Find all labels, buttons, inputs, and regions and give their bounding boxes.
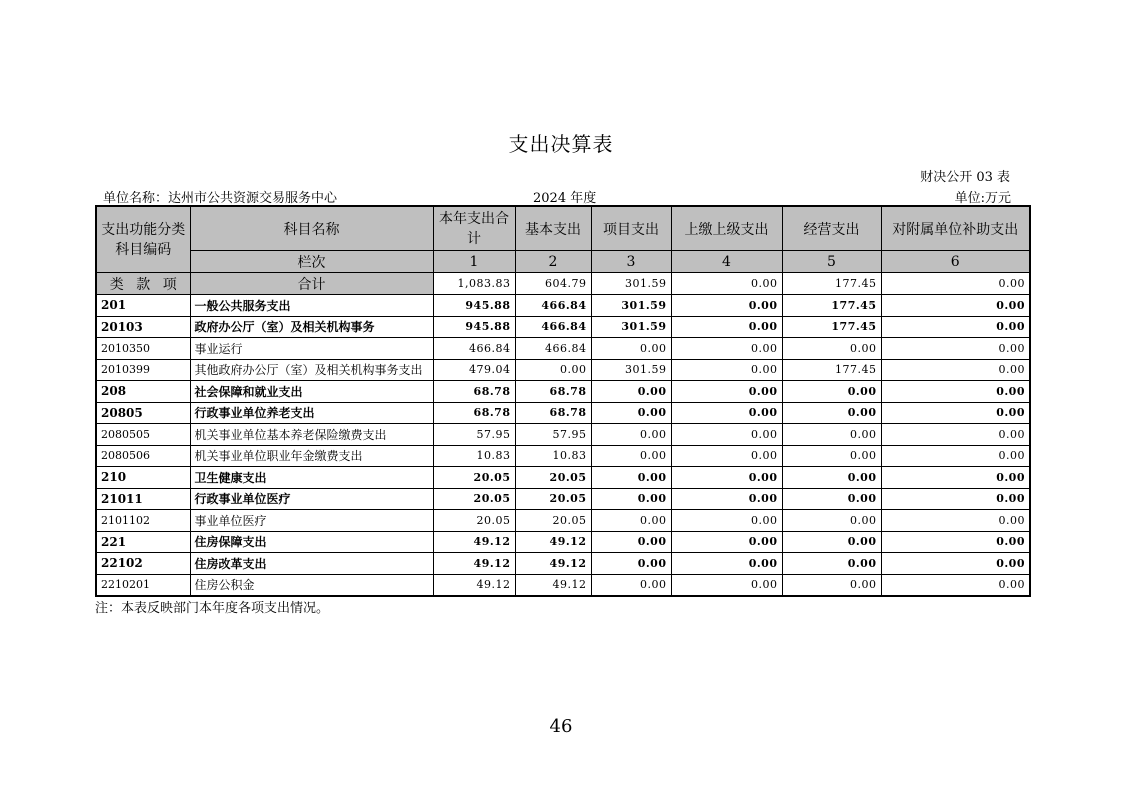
header-project: 项目支出 <box>591 206 671 251</box>
row-basic: 49.12 <box>515 553 591 575</box>
table-note: 注：本表反映部门本年度各项支出情况。 <box>95 601 330 616</box>
row-project: 0.00 <box>591 531 671 553</box>
row-subsidy: 0.00 <box>881 510 1030 532</box>
sum-subsidy: 0.00 <box>881 273 1030 295</box>
row-code: 2210201 <box>96 574 190 596</box>
row-project: 0.00 <box>591 510 671 532</box>
label-kuan: 款 <box>136 276 151 293</box>
sum-label: 合计 <box>190 273 433 295</box>
row-basic: 0.00 <box>515 359 591 381</box>
row-subsidy: 0.00 <box>881 531 1030 553</box>
row-upper: 0.00 <box>671 467 782 489</box>
col-num-4: 4 <box>671 251 782 273</box>
row-basic: 68.78 <box>515 402 591 424</box>
form-number: 财决公开 03 表 <box>920 170 1010 185</box>
row-operation: 0.00 <box>782 488 881 510</box>
row-name: 行政事业单位医疗 <box>190 488 433 510</box>
table-row <box>96 467 1030 489</box>
row-total: 945.88 <box>433 295 515 317</box>
col-num-2: 2 <box>515 251 591 273</box>
row-subsidy: 0.00 <box>881 295 1030 317</box>
row-name: 机关事业单位职业年金缴费支出 <box>190 445 433 467</box>
header-total: 本年支出合计 <box>433 206 515 251</box>
table-row <box>96 381 1030 403</box>
row-operation: 0.00 <box>782 402 881 424</box>
table-row <box>96 510 1030 532</box>
row-name: 其他政府办公厅（室）及相关机构事务支出 <box>190 359 433 381</box>
row-total: 945.88 <box>433 316 515 338</box>
row-project: 0.00 <box>591 445 671 467</box>
row-project: 301.59 <box>591 295 671 317</box>
sum-operation: 177.45 <box>782 273 881 295</box>
row-upper: 0.00 <box>671 338 782 360</box>
col-num-3: 3 <box>591 251 671 273</box>
sum-total: 1,083.83 <box>433 273 515 295</box>
row-project: 0.00 <box>591 553 671 575</box>
row-subsidy: 0.00 <box>881 467 1030 489</box>
row-project: 0.00 <box>591 381 671 403</box>
row-project: 0.00 <box>591 338 671 360</box>
row-code: 2101102 <box>96 510 190 532</box>
row-code: 2080506 <box>96 445 190 467</box>
row-name: 住房公积金 <box>190 574 433 596</box>
row-upper: 0.00 <box>671 574 782 596</box>
label-lei: 类 <box>109 276 124 293</box>
row-operation: 177.45 <box>782 359 881 381</box>
unit-name: 单位名称：达州市公共资源交易服务中心 <box>103 191 338 206</box>
table-row <box>96 359 1030 381</box>
row-basic: 20.05 <box>515 467 591 489</box>
row-code: 20805 <box>96 402 190 424</box>
row-operation: 177.45 <box>782 295 881 317</box>
row-upper: 0.00 <box>671 488 782 510</box>
row-total: 57.95 <box>433 424 515 446</box>
row-total: 68.78 <box>433 402 515 424</box>
row-operation: 177.45 <box>782 316 881 338</box>
row-upper: 0.00 <box>671 359 782 381</box>
table-row <box>96 424 1030 446</box>
row-subsidy: 0.00 <box>881 445 1030 467</box>
row-operation: 0.00 <box>782 445 881 467</box>
row-code: 201 <box>96 295 190 317</box>
row-code: 2010350 <box>96 338 190 360</box>
row-basic: 57.95 <box>515 424 591 446</box>
row-total: 49.12 <box>433 553 515 575</box>
row-subsidy: 0.00 <box>881 381 1030 403</box>
row-code: 210 <box>96 467 190 489</box>
row-basic: 49.12 <box>515 574 591 596</box>
row-operation: 0.00 <box>782 338 881 360</box>
row-name: 行政事业单位养老支出 <box>190 402 433 424</box>
currency-unit: 单位:万元 <box>954 191 1011 206</box>
expenditure-table <box>95 205 1031 597</box>
col-num-5: 5 <box>782 251 881 273</box>
sum-project: 301.59 <box>591 273 671 295</box>
table-row <box>96 553 1030 575</box>
row-basic: 10.83 <box>515 445 591 467</box>
table-row <box>96 488 1030 510</box>
row-upper: 0.00 <box>671 402 782 424</box>
row-upper: 0.00 <box>671 381 782 403</box>
row-subsidy: 0.00 <box>881 316 1030 338</box>
row-project: 301.59 <box>591 359 671 381</box>
row-name: 住房保障支出 <box>190 531 433 553</box>
table-row <box>96 445 1030 467</box>
row-total: 466.84 <box>433 338 515 360</box>
row-total: 68.78 <box>433 381 515 403</box>
row-basic: 20.05 <box>515 488 591 510</box>
table-row <box>96 295 1030 317</box>
header-operation: 经营支出 <box>782 206 881 251</box>
row-code: 2010399 <box>96 359 190 381</box>
row-subsidy: 0.00 <box>881 402 1030 424</box>
row-project: 0.00 <box>591 402 671 424</box>
row-project: 0.00 <box>591 467 671 489</box>
row-name: 住房改革支出 <box>190 553 433 575</box>
row-basic: 466.84 <box>515 316 591 338</box>
meta-row <box>103 187 1011 205</box>
row-code: 2080505 <box>96 424 190 446</box>
row-name: 社会保障和就业支出 <box>190 381 433 403</box>
sum-upper: 0.00 <box>671 273 782 295</box>
row-code: 221 <box>96 531 190 553</box>
page-title: 支出决算表 <box>508 132 614 156</box>
table-row <box>96 531 1030 553</box>
row-basic: 68.78 <box>515 381 591 403</box>
row-name: 机关事业单位基本养老保险缴费支出 <box>190 424 433 446</box>
row-operation: 0.00 <box>782 381 881 403</box>
row-code: 208 <box>96 381 190 403</box>
row-subsidy: 0.00 <box>881 488 1030 510</box>
row-operation: 0.00 <box>782 574 881 596</box>
row-project: 0.00 <box>591 424 671 446</box>
fiscal-year: 2024 年度 <box>533 191 597 206</box>
row-total: 20.05 <box>433 467 515 489</box>
table-row <box>96 338 1030 360</box>
row-code: 22102 <box>96 553 190 575</box>
row-upper: 0.00 <box>671 295 782 317</box>
row-operation: 0.00 <box>782 510 881 532</box>
col-num-6: 6 <box>881 251 1030 273</box>
row-operation: 0.00 <box>782 531 881 553</box>
lei-kuan-xiang <box>96 273 190 295</box>
row-code: 21011 <box>96 488 190 510</box>
row-name: 事业运行 <box>190 338 433 360</box>
row-name: 事业单位医疗 <box>190 510 433 532</box>
row-code: 20103 <box>96 316 190 338</box>
label-xiang: 项 <box>162 276 177 293</box>
row-operation: 0.00 <box>782 467 881 489</box>
row-total: 20.05 <box>433 510 515 532</box>
header-basic: 基本支出 <box>515 206 591 251</box>
row-total: 20.05 <box>433 488 515 510</box>
header-func-code: 支出功能分类科目编码 <box>96 206 190 273</box>
row-project: 0.00 <box>591 488 671 510</box>
row-subsidy: 0.00 <box>881 574 1030 596</box>
row-total: 10.83 <box>433 445 515 467</box>
header-col-order: 栏次 <box>190 251 433 273</box>
row-name: 一般公共服务支出 <box>190 295 433 317</box>
row-upper: 0.00 <box>671 510 782 532</box>
row-project: 0.00 <box>591 574 671 596</box>
header-subject-name: 科目名称 <box>190 206 433 251</box>
row-upper: 0.00 <box>671 445 782 467</box>
table-row <box>96 574 1030 596</box>
header-upper: 上缴上级支出 <box>671 206 782 251</box>
row-name: 卫生健康支出 <box>190 467 433 489</box>
row-upper: 0.00 <box>671 424 782 446</box>
row-total: 479.04 <box>433 359 515 381</box>
row-total: 49.12 <box>433 574 515 596</box>
header-row <box>96 206 1030 251</box>
row-subsidy: 0.00 <box>881 553 1030 575</box>
row-name: 政府办公厅（室）及相关机构事务 <box>190 316 433 338</box>
row-operation: 0.00 <box>782 553 881 575</box>
table-row <box>96 402 1030 424</box>
row-upper: 0.00 <box>671 553 782 575</box>
table-row <box>96 316 1030 338</box>
row-basic: 466.84 <box>515 295 591 317</box>
page-number: 46 <box>549 716 573 737</box>
row-subsidy: 0.00 <box>881 338 1030 360</box>
row-basic: 466.84 <box>515 338 591 360</box>
row-subsidy: 0.00 <box>881 424 1030 446</box>
header-subsidy: 对附属单位补助支出 <box>881 206 1030 251</box>
sum-basic: 604.79 <box>515 273 591 295</box>
column-order-row <box>96 251 1030 273</box>
row-basic: 49.12 <box>515 531 591 553</box>
row-basic: 20.05 <box>515 510 591 532</box>
row-upper: 0.00 <box>671 316 782 338</box>
col-num-1: 1 <box>433 251 515 273</box>
row-total: 49.12 <box>433 531 515 553</box>
row-project: 301.59 <box>591 316 671 338</box>
sum-row <box>96 273 1030 295</box>
row-subsidy: 0.00 <box>881 359 1030 381</box>
row-operation: 0.00 <box>782 424 881 446</box>
row-upper: 0.00 <box>671 531 782 553</box>
